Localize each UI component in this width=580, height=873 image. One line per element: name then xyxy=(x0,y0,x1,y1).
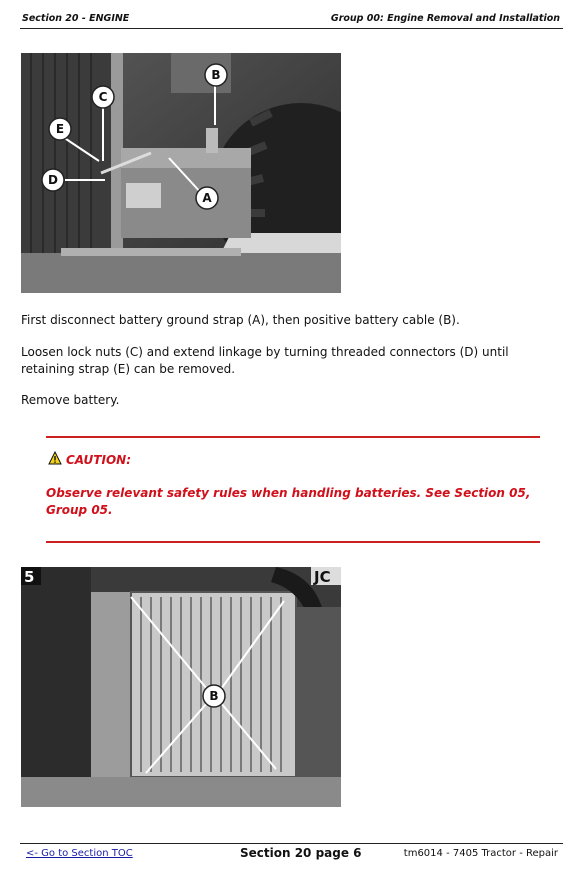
corner-label-left: 5 xyxy=(24,568,35,586)
radiator-photo xyxy=(21,567,341,807)
header-divider xyxy=(20,28,563,29)
section-toc-link[interactable]: <- Go to Section TOC xyxy=(26,848,133,859)
battery-photo xyxy=(21,53,341,293)
page-number: Section 20 page 6 xyxy=(240,846,362,860)
callout-b-radiator: B xyxy=(209,689,219,703)
callout-c: C xyxy=(98,90,108,104)
caution-text: Observe relevant safety rules when handling batteries. See Section 05, Group 05. xyxy=(46,486,531,517)
callout-d: D xyxy=(48,173,58,187)
caution-bottom-rule xyxy=(46,541,540,543)
group-header: Group 00: Engine Removal and Installation xyxy=(330,13,560,24)
corner-label-right: JC xyxy=(314,568,331,586)
callout-a: A xyxy=(202,191,212,205)
document-id: tm6014 - 7405 Tractor - Repair xyxy=(403,848,558,859)
caution-top-rule xyxy=(46,436,540,438)
caution-title: CAUTION: xyxy=(66,452,131,467)
footer-divider xyxy=(20,843,563,844)
section-header: Section 20 - ENGINE xyxy=(22,13,130,24)
instruction-2: Loosen lock nuts (C) and extend linkage by turning threaded connectors (D) until retaining strap (E) can be removed. xyxy=(21,345,509,376)
callout-b: B xyxy=(211,68,221,82)
warning-icon xyxy=(48,451,62,468)
instruction-1: First disconnect battery ground strap (A), then positive battery cable (B). xyxy=(21,313,460,327)
instruction-3: Remove battery. xyxy=(21,393,120,407)
caution-heading xyxy=(48,451,131,468)
callout-e: E xyxy=(55,122,65,136)
